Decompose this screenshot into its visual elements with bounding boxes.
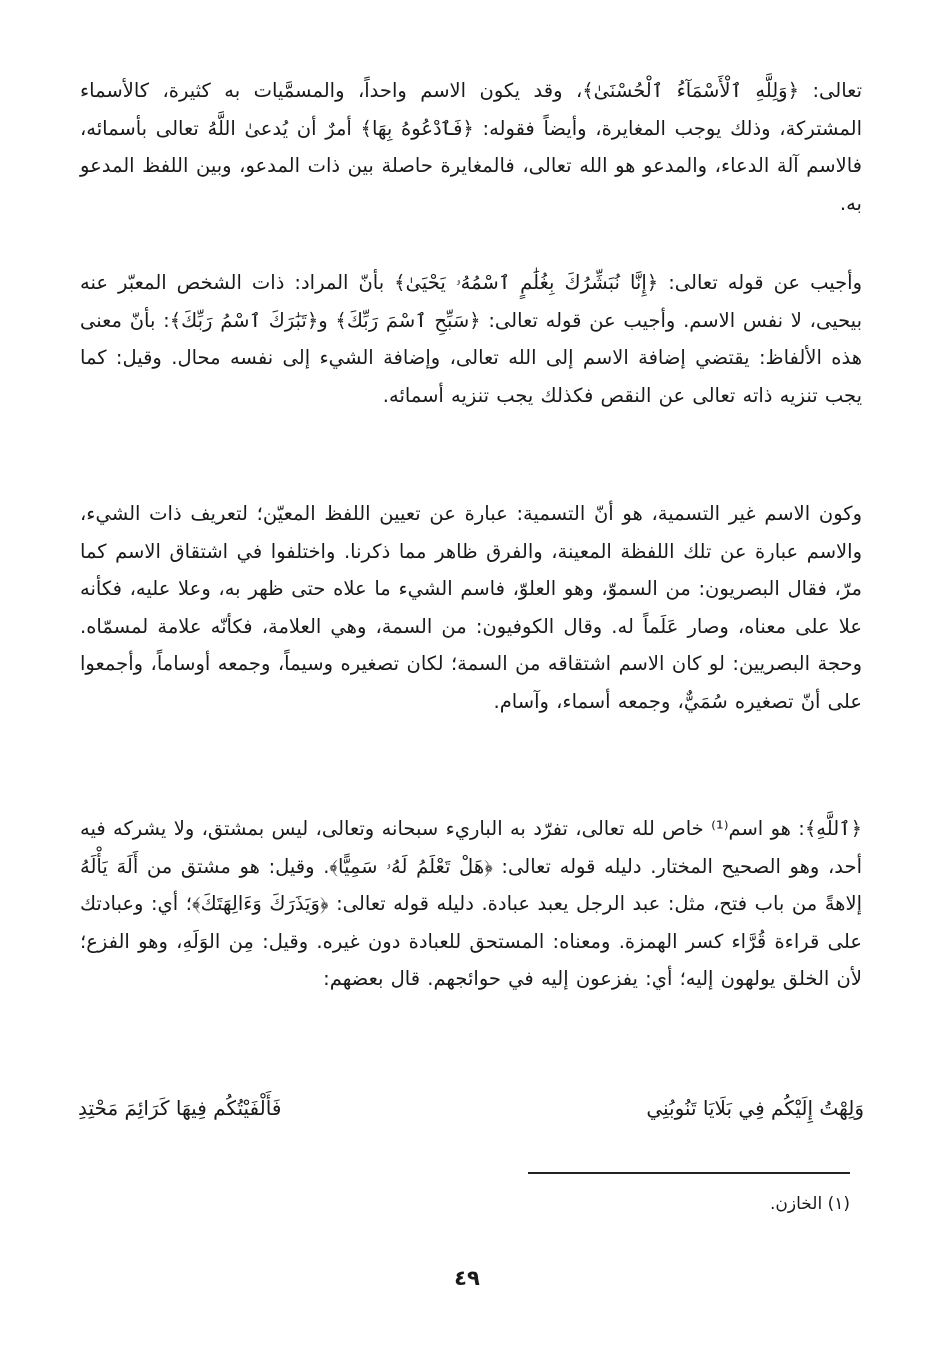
paragraph-1: تعالى: ﴿وَلِلَّهِ ٱلْأَسْمَآءُ ٱلْحُسْنَىٰ﴾، وقد يكون الاسم واحداً، والمسمَّيات به كثيرة، كالأسماء المشتركة، وذلك يوجب المغايرة، وأيضاً فقوله: ﴿فَٱدْعُوهُ بِهَا﴾ أمرٌ أن يُدعىٰ اللَّهُ تعالى بأسمائه، فالاسم آلة الدعاء، والمدعو هو الله تعالى، فالمغايرة حاصلة بين ذات المدعو، وبين اللفظ المدعو به. xyxy=(80,79,862,215)
verse-first-hemistich: وَلِهْتُ إِلَيْكُم فِي بَلَايَا تَنُوبُنِي xyxy=(646,1096,864,1120)
footnote-divider xyxy=(528,1172,850,1174)
poetry-verse xyxy=(78,1088,864,1128)
page-number: ٤٩ xyxy=(454,1266,480,1290)
paragraph-4: ﴿ٱللَّهِ﴾: هو اسم⁽¹⁾ خاص لله تعالى، تفرّد به الباريء سبحانه وتعالى، ليس بمشتق، ولا يشركه فيه أحد، وهو الصحيح المختار. دليله قوله تعالى: ﴿هَلْ تَعْلَمُ لَهُۥ سَمِيًّا﴾. وقيل: هو مشتق من أَلَهَ يَأْلَهُ إلاهةً من باب فتح، مثل: عبد الرجل يعبد عبادة. دليله قوله تعالى: ﴿وَيَذَرَكَ وَءَالِهَتَكَ﴾؛ أي: وعبادتك على قراءة قُرَّاء كسر الهمزة. ومعناه: المستحق للعبادة دون غيره. وقيل: مِن الوَلَهِ، وهو الفزع؛ لأن الخلق يولهون إليه؛ أي: يفزعون إليه في حوائجهم. قال بعضهم: xyxy=(80,817,863,990)
paragraph-3: وكون الاسم غير التسمية، هو أنّ التسمية: عبارة عن تعيين اللفظ المعيّن؛ لتعريف ذات الشيء، والاسم عبارة عن تلك اللفظة المعينة، والفرق ظاهر مما ذكرنا. واختلفوا في اشتقاق الاسم كما مرّ، فقال البصريون: من السموّ، وهو العلوّ، فاسم الشيء ما علاه حتى ظهر به، وعلا عليه، فكأنه علا على معناه، وصار عَلَماً له. وقال الكوفيون: من السمة، وهي العلامة، فكأنّه علامة لمسمّاه. وحجة البصريين: لو كان الاسم اشتقاقه من السمة؛ لكان تصغيره وسيماً، وجمعه أوساماً، وأجمعوا على أنّ تصغيره سُمَيٌّ، وجمعه أسماء، وآسام. xyxy=(80,502,862,713)
verse-second-hemistich: فَأَلْفَيْتُكُم فِيهَا كَرَائِمَ مَحْتِدِ xyxy=(78,1096,282,1120)
footnote: (١) الخازن. xyxy=(770,1194,850,1214)
paragraph-2: وأجيب عن قوله تعالى: ﴿إِنَّا نُبَشِّرُكَ بِغُلَٰمٍ ٱسْمُهُۥ يَحْيَىٰ﴾ بأنّ المراد: ذات الشخص المعبّر عنه بيحيى، لا نفس الاسم. وأجيب عن قوله تعالى: ﴿سَبِّحِ ٱسْمَ رَبِّكَ﴾ و﴿تَبَٰرَكَ ٱسْمُ رَبِّكَ﴾: بأنّ معنى هذه الألفاظ: يقتضي إضافة الاسم إلى الله تعالى، وإضافة الشيء إلى نفسه محال. وقيل: كما يجب تنزيه ذاته تعالى عن النقص فكذلك يجب تنزيه أسمائه. xyxy=(80,271,862,407)
